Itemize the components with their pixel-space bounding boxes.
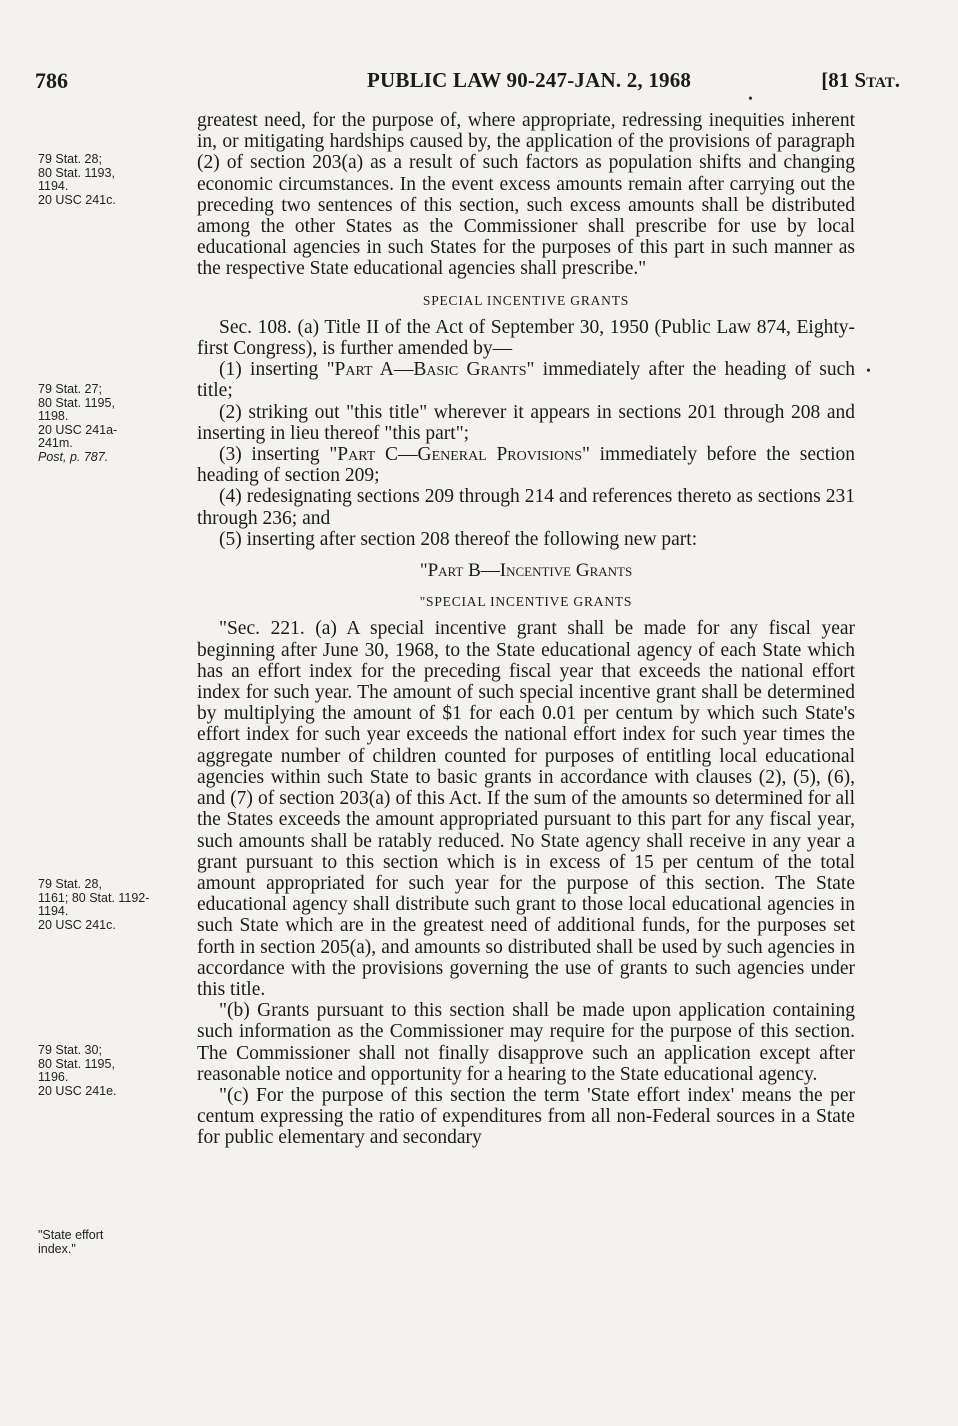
margin-line: 80 Stat. 1195,	[38, 395, 115, 410]
running-title: PUBLIC LAW 90-247-JAN. 2, 1968	[367, 68, 692, 92]
ink-dot: •	[866, 364, 871, 379]
statute-volume: [81	[821, 68, 855, 92]
margin-line: Post, p. 787.	[38, 449, 109, 464]
list-item	[197, 359, 855, 401]
margin-line: 20 USC 241a-	[38, 422, 118, 437]
item-text: (1) inserting "	[219, 359, 335, 381]
margin-note-3	[38, 878, 183, 932]
part-heading: "Part B—Incentive Grants	[419, 560, 633, 582]
margin-line: 1194.	[38, 179, 69, 194]
margin-note-1	[38, 153, 183, 207]
margin-line: 20 USC 241c.	[38, 192, 116, 207]
margin-line: 80 Stat. 1195,	[38, 1056, 115, 1071]
margin-note-2	[38, 383, 183, 465]
item-smallcaps: Part A—Basic Grants	[334, 359, 527, 381]
margin-line: 1161; 80 Stat. 1192-	[38, 890, 150, 905]
section-heading: SPECIAL INCENTIVE GRANTS	[422, 292, 630, 308]
item-text: " immediately after the heading of such title;	[197, 359, 855, 402]
margin-line: 79 Stat. 28;	[38, 152, 102, 166]
ink-dot: •	[748, 92, 753, 107]
margin-note-5	[38, 1229, 183, 1256]
margin-line: "State effort	[38, 1228, 104, 1242]
margin-line: 20 USC 241c.	[38, 917, 116, 932]
list-item: (5) inserting after section 208 thereof the following new part:	[219, 528, 698, 550]
list-item	[197, 444, 855, 486]
margin-line: 80 Stat. 1193,	[38, 165, 115, 180]
statute-word: Stat.	[854, 68, 900, 92]
page-header	[35, 68, 900, 98]
list-item: (2) striking out "this title" wherever it appears in sections 201 through 208 and inserting in lieu thereof "this part";	[197, 401, 855, 444]
margin-line: 241m.	[38, 436, 73, 451]
margin-line: 20 USC 241e.	[38, 1083, 117, 1098]
paragraph-sec-221-b: "(b) Grants pursuant to this section shall be made upon application containing such information as the Commissioner may require for the purpose of this section. The Commissioner shall not finally disapprove such an application except after reasonable notice and opportunity for a hearing to the State educational agency.	[197, 1000, 855, 1085]
margin-line: index."	[38, 1241, 76, 1256]
paragraph-sec-108: Sec. 108. (a) Title II of the Act of September 30, 1950 (Public Law 874, Eighty-first Congress), is further amended by—	[197, 316, 855, 360]
margin-note-4	[38, 1044, 183, 1098]
main-text	[197, 110, 855, 1149]
margin-line: 79 Stat. 30;	[38, 1043, 102, 1057]
margin-line: 1198.	[38, 409, 69, 424]
statute-reference	[821, 68, 900, 93]
margin-line: 79 Stat. 27;	[38, 382, 102, 396]
margin-line: 79 Stat. 28,	[38, 877, 102, 891]
paragraph-continued: greatest need, for the purpose of, where appropriate, redressing inequities inherent in, or mitigating hardships caused by, the application of the provisions of paragraph (2) of section 203(a) as a result of such factors as population shifts and changing economic circumstances. In the event excess amounts remain after carrying out the preceding two sentences of this section, such excess amounts shall be distributed among the other States as the Commissioner shall prescribe for use by local educational agencies in such States for the purposes of this part in such manner as the respective State educational agencies shall prescribe."	[197, 110, 855, 280]
margin-line: 1196.	[38, 1070, 69, 1085]
page-number: 786	[35, 68, 68, 93]
list-item: (4) redesignating sections 209 through 214 and references thereto as sections 231 through 236; and	[197, 486, 855, 529]
section-heading: "SPECIAL INCENTIVE GRANTS	[419, 594, 633, 610]
item-smallcaps: Part C—General Provisions	[337, 444, 582, 466]
paragraph-sec-221-a: "Sec. 221. (a) A special incentive grant shall be made for any fiscal year beginning after June 30, 1968, to the State educational agency of each State which has an effort index for the preceding fiscal year that exceeds the national effort index for such year. The amount of such special incentive grant shall be determined by multiplying the amount of $1 for each 0.01 per centum by which such State's effort index for such year exceeds the national effort index for such year times the aggregate number of children counted for purposes of entitling local educational agencies within such State to basic grants in accordance with clauses (2), (5), (6), and (7) of section 203(a) of this Act. If the sum of the amounts so determined for all the States exceeds the amount appropriated pursuant to this part for any fiscal year, such amounts shall be ratably reduced. No State agency shall receive in any year a grant pursuant to this section which is in excess of 15 per centum of the total amount appropriated for such year for the purpose of this section. The State educational agency shall distribute such grant to those local educational agencies in such State which are in the greatest need of additional funds, for the purposes set forth in section 205(a), and amounts so distributed shall be used by such agencies in accordance with the provisions governing the use of grants to such agencies under this title.	[197, 618, 855, 1000]
paragraph-sec-221-c: "(c) For the purpose of this section the term 'State effort index' means the per centum expressing the ratio of expenditures from all non-Federal sources in a State for public elementary and secondary	[197, 1084, 855, 1149]
item-text: " immediately before the section heading of section 209;	[197, 444, 855, 487]
margin-line: 1194.	[38, 904, 69, 919]
item-text: (3) inserting "	[219, 444, 338, 466]
